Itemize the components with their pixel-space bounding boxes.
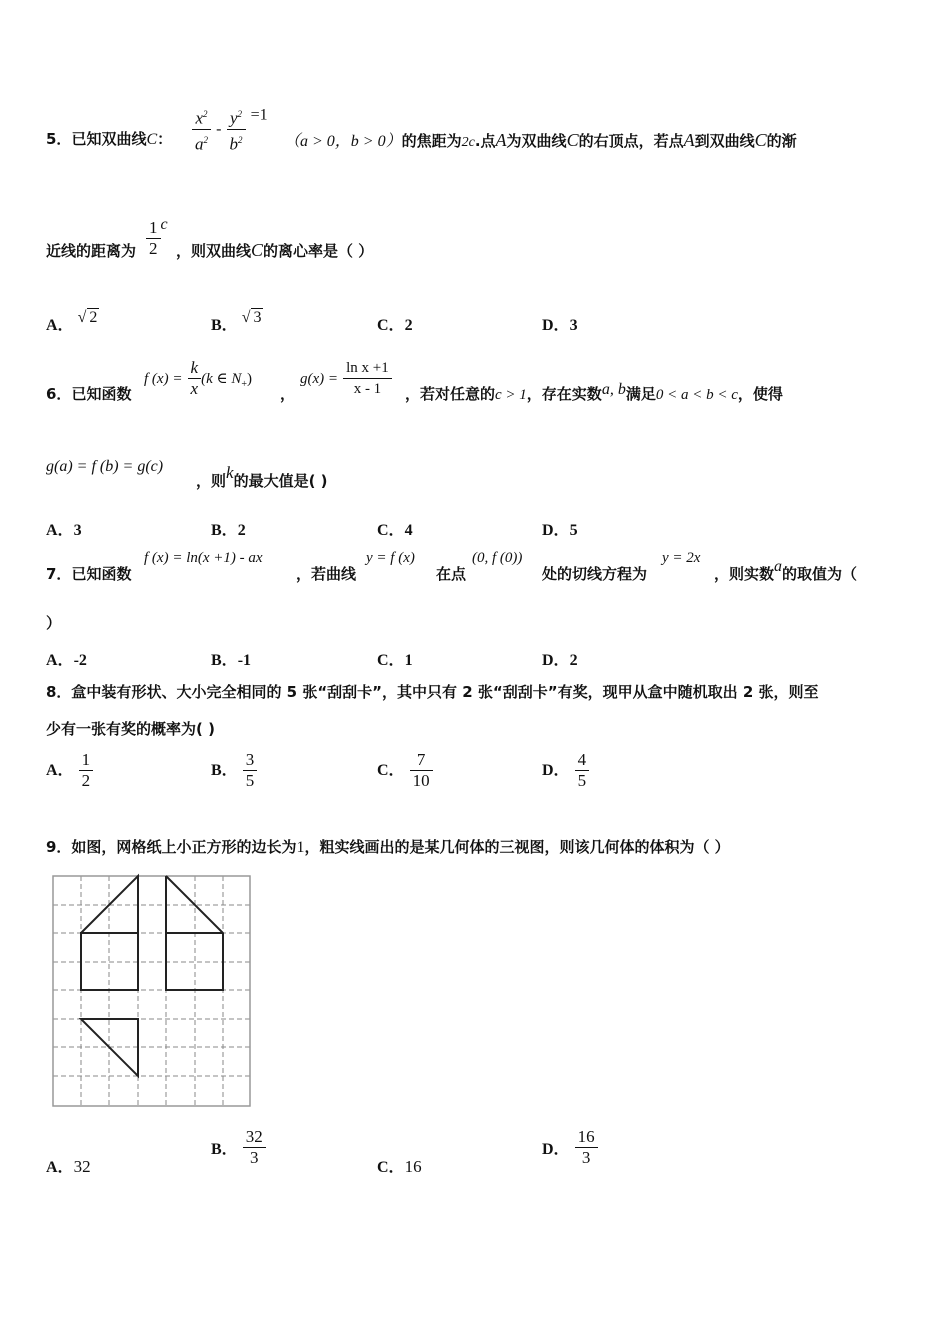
q6-option-c-label: C． — [377, 522, 405, 539]
q8-option-b-den: 5 — [245, 771, 255, 790]
q6-text-4: 满足 — [625, 385, 656, 403]
q7-option-b[interactable] — [211, 647, 251, 670]
q5-half-den: 2 — [149, 239, 158, 258]
q6-option-c[interactable] — [377, 517, 413, 540]
q8-option-a-frac — [79, 750, 94, 791]
q7-option-a-value: -2 — [73, 652, 87, 669]
q6-g-num: ln x +1 — [343, 358, 392, 379]
q6-text-5: ，使得 — [737, 385, 783, 403]
q5-C-2: C — [566, 130, 579, 150]
q5-line1 — [46, 128, 172, 149]
q6-g-den: x - 1 — [353, 381, 382, 397]
q9-option-a[interactable] — [46, 1154, 91, 1177]
q5-option-d-value: 3 — [569, 317, 578, 334]
q6-close: ) — [246, 371, 252, 387]
q5-y: y — [229, 108, 238, 128]
q9-option-d-num: 16 — [575, 1127, 598, 1148]
q7-option-b-value: -1 — [237, 652, 252, 669]
q6-c-gt-1: c > 1 — [495, 387, 527, 403]
q8-line2: 少有一张有奖的概率为( ) — [46, 720, 215, 738]
q9-option-b-label: B． — [211, 1141, 238, 1158]
q7-option-c-label: C． — [377, 652, 405, 669]
q9-option-b-frac — [243, 1127, 266, 1168]
q6-inequality: 0 < a < b < c — [655, 387, 738, 403]
q6-frac-k-x — [188, 358, 202, 399]
q5-frac-half — [146, 218, 161, 259]
q5-text-1: 已知双曲线 — [71, 130, 147, 148]
q5-2c: 2c — [461, 135, 475, 150]
q6-plus: + — [241, 379, 247, 391]
q6-option-a-value: 3 — [73, 522, 82, 539]
q9-line1 — [46, 836, 730, 857]
q6-gx-def — [300, 358, 392, 399]
q7-option-b-label: B． — [211, 652, 238, 669]
q7-text-4: 处的切线方程为 — [542, 565, 648, 583]
q5-text-2: 的焦距为 — [401, 132, 462, 150]
q5-minus: - — [216, 120, 222, 138]
q6-option-d-label: D． — [542, 522, 570, 539]
q8-option-b-num: 3 — [243, 750, 258, 771]
q5-frac-y2-b2: $\frac{y^2}{b^2}$ — [227, 104, 246, 154]
q5-text-4: 为双曲线 — [506, 132, 567, 150]
q5-C-4: C — [251, 240, 264, 260]
q5-x: x — [195, 108, 204, 128]
q6-gx: g(x) = — [300, 371, 339, 387]
q5-option-c-label: C． — [377, 317, 405, 334]
q5-A-2: A — [683, 130, 695, 150]
q7-option-a-label: A． — [46, 652, 74, 669]
q6-option-d[interactable] — [542, 517, 578, 540]
q8-option-b-frac — [243, 750, 258, 791]
q7-option-a[interactable] — [46, 647, 87, 670]
q9-option-d-den: 3 — [581, 1148, 591, 1167]
q6-text-2: ，若对任意的 — [405, 385, 496, 403]
q8-option-d[interactable] — [542, 750, 589, 791]
q9-option-a-label: A． — [46, 1159, 74, 1176]
q8-option-a-label: A． — [46, 762, 74, 779]
q7-text-6: 的取值为（ — [782, 565, 858, 583]
q8-option-b[interactable] — [211, 750, 257, 791]
q7-number: 7． — [46, 565, 72, 583]
q6-fx: f (x) = — [144, 371, 183, 387]
q7-option-d-label: D． — [542, 652, 570, 669]
q5-number: 5． — [46, 130, 72, 148]
q8-option-d-frac — [575, 750, 590, 791]
q7-a: a — [774, 558, 783, 575]
q5-option-c-value: 2 — [404, 317, 413, 334]
q5-half-num: 1 — [146, 218, 161, 239]
q7-option-c-value: 1 — [404, 652, 413, 669]
q5-C-1: C — [146, 131, 158, 148]
q9-one: 1 — [296, 839, 305, 856]
q6-line2-b: 的最大值是( ) — [233, 472, 328, 490]
q5-line1-rest — [284, 128, 797, 151]
q5-option-b-label: B． — [211, 317, 238, 334]
q5-text-6: 到双曲线 — [694, 132, 755, 150]
q5-option-a-value: √ 2 — [77, 309, 98, 326]
q6-line1-rest — [405, 383, 783, 404]
q5-b: b — [229, 134, 239, 154]
q6-option-b-label: B． — [211, 522, 238, 539]
q8-option-c-num: 7 — [410, 750, 433, 771]
q6-text-3: ，存在实数 — [526, 385, 602, 403]
q5-frac-x2-a2: $\frac{x^2}{a^2}$ — [192, 104, 211, 154]
q6-line2-rest — [196, 463, 328, 491]
q8-option-a-den: 2 — [81, 771, 91, 790]
q5-half-c — [146, 216, 168, 259]
q6-ab: a, b — [601, 381, 626, 398]
q5-C-3: C — [754, 130, 767, 150]
q6-comma: ， — [280, 385, 296, 403]
q8-option-b-label: B． — [211, 762, 238, 779]
q7-text-2: ，若曲线 — [296, 565, 357, 583]
q5-line2-c: 的离心率是（ ） — [263, 242, 374, 260]
q6-text-1: 已知函数 — [71, 385, 132, 403]
q7-line2: ） — [46, 614, 62, 632]
q8-line1: 8．盒中装有形状、大小完全相同的 5 张“刮刮卡”，其中只有 2 张“刮刮卡”有奖，现甲从盒中随机取出 2 张，则至 — [46, 683, 819, 701]
q8-option-a[interactable] — [46, 750, 93, 791]
q7-curve: y = f (x) — [366, 550, 415, 566]
q8-option-c-label: C． — [377, 762, 405, 779]
q6-number: 6． — [46, 385, 72, 403]
q9-option-c[interactable] — [377, 1154, 422, 1177]
q6-line2-k: k — [226, 463, 234, 482]
q5-option-b-value: √ 3 — [241, 309, 262, 326]
q6-option-b-value: 2 — [237, 522, 246, 539]
q8-option-d-num: 4 — [575, 750, 590, 771]
q5-line2-b: ，则双曲线 — [176, 242, 252, 260]
q5-hyperbola-equation — [192, 104, 268, 154]
q9-option-a-value: 32 — [73, 1157, 91, 1176]
q7-option-d[interactable] — [542, 647, 578, 670]
q5-option-a-label: A． — [46, 317, 74, 334]
q5-option-a[interactable] — [46, 309, 99, 335]
q6-option-a[interactable] — [46, 517, 82, 540]
q5-line2-a: 近线的距离为 — [46, 242, 137, 260]
q6-option-c-value: 4 — [404, 522, 413, 539]
q7-line1-rest — [714, 558, 858, 584]
q7-option-c[interactable] — [377, 647, 413, 670]
q6-option-a-label: A． — [46, 522, 74, 539]
q5-line2-rest — [176, 240, 373, 261]
three-view-grid-figure — [50, 872, 254, 1112]
q7-line1-start — [46, 563, 131, 584]
q5-A-1: A — [495, 130, 507, 150]
q9-option-c-label: C． — [377, 1159, 405, 1176]
q5-a: a — [195, 134, 204, 154]
q6-option-b[interactable] — [211, 517, 246, 540]
q8-option-d-label: D． — [542, 762, 570, 779]
q5-text-7: 的渐 — [766, 132, 797, 150]
q7-option-d-value: 2 — [569, 652, 578, 669]
q6-line2 — [46, 456, 163, 476]
q9-option-c-value: 16 — [404, 1157, 422, 1176]
q5-c: c — [160, 216, 168, 233]
q5-eq1: =1 — [250, 106, 268, 124]
q8-option-a-num: 1 — [79, 750, 94, 771]
q5-text-5: 的右顶点，若点 — [578, 132, 684, 150]
q5-option-d-label: D． — [542, 317, 570, 334]
q6-k: k — [188, 358, 202, 379]
q9-option-b-den: 3 — [250, 1148, 259, 1167]
q9-option-d-frac — [575, 1127, 598, 1168]
q7-text-5: ，则实数 — [714, 565, 775, 583]
q5-text-3: .点 — [474, 132, 496, 150]
q7-fx: f (x) = ln(x +1) - ax — [144, 550, 263, 566]
q6-line1-start — [46, 383, 131, 404]
q8-option-c-frac — [410, 750, 433, 791]
q5-option-d[interactable] — [542, 312, 578, 335]
q6-frac-g — [343, 358, 392, 399]
q9-option-b-num: 32 — [243, 1127, 266, 1148]
q8-option-c[interactable] — [377, 750, 433, 791]
q7-text-3: 在点 — [436, 565, 467, 583]
q6-line2-a: ，则 — [196, 472, 227, 490]
q5-colon: ： — [157, 130, 173, 148]
q6-kin: (k ∈ N — [201, 371, 242, 387]
q5-line2 — [46, 240, 136, 261]
q9-text-1: 9．如图，网格纸上小正方形的边长为 — [46, 838, 297, 856]
q6-line2-math: g(a) = f (b) = g(c) — [46, 458, 164, 475]
q8-option-d-den: 5 — [577, 771, 587, 790]
q6-x: x — [190, 379, 199, 398]
q7-tangent: y = 2x — [662, 550, 701, 566]
q9-option-d-label: D． — [542, 1141, 570, 1158]
q7-text-1: 已知函数 — [71, 565, 132, 583]
q5-condition: （a > 0，b > 0） — [284, 133, 402, 150]
q8-option-c-den: 10 — [412, 771, 430, 790]
q5-option-b[interactable] — [211, 309, 263, 335]
q6-fx-def — [144, 358, 252, 399]
q9-option-b[interactable] — [211, 1127, 266, 1168]
q5-option-c[interactable] — [377, 312, 413, 335]
q9-text-2: ，粗实线画出的是某几何体的三视图，则该几何体的体积为（ ） — [304, 838, 730, 856]
q6-option-d-value: 5 — [569, 522, 578, 539]
q7-point: (0, f (0)) — [472, 550, 523, 566]
q9-option-d[interactable] — [542, 1127, 598, 1168]
